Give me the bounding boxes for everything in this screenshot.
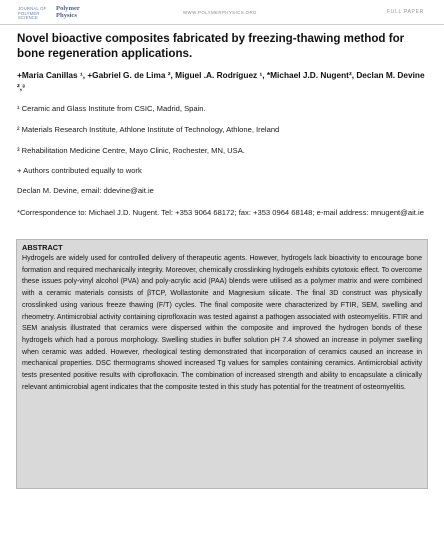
paper-type-label: FULL PAPER bbox=[386, 9, 424, 15]
abstract-heading: ABSTRACT bbox=[22, 243, 63, 252]
author-list: +Maria Canillas ¹, +Gabriel G. de Lima ², Miguel .A. Rodríguez ¹, *Michael J.D. Nugent², Declan M. Devine ²,³ bbox=[17, 70, 425, 92]
affiliation-2: ² Materials Research Institute, Athlone Institute of Technology, Athlone, Ireland bbox=[17, 125, 280, 134]
affiliation-1: ¹ Ceramic and Glass Institute from CSIC, Madrid, Spain. bbox=[17, 104, 206, 113]
abstract-box bbox=[16, 239, 428, 489]
contact-email: Declan M. Devine, email: ddevine@ait.ie bbox=[17, 186, 154, 195]
journal-logo-small-text: JOURNAL OF POLYMER SCIENCE bbox=[18, 6, 47, 21]
paper-title: Novel bioactive composites fabricated by freezing-thawing method for bone regeneration applications. bbox=[17, 32, 405, 60]
abstract-text: Hydrogels are widely used for controlled delivery of therapeutic agents. However, hydrogels lack bioactivity to encourage bone formation and required mechanically integrity. Moreover, chemically crosslinking hydrogels exhibits cytotoxic effect. To overcome these issues poly-vinyl alcohol (PVA) and poly-acrylic acid (PAA) blends were utilised as a polymer matrix and were combined with a ceramic materials consists of βTCP, Wollastonite and Magnesium silicate. The final 3D construct was physically crosslinked using various freeze thawing (F/T) cycles. The final composite were characterized by FTIR, SEM, swelling and rheometry. Antimicrobial activity containing ciprofloxacin was tested against a pathogen associated with osteomyelitis. FTIR and SEM analysis illustrated that ceramics were dispersed within the composite and improved the hydrogen bonds of these hydrogels which had a porous morphology. Swelling studies in buffer solution pH 7.4 showed an increase in polymer swelling when ceramic was added. However, rheological testing demonstrated that incorporation of ceramics caused an increase in mechanical properties. DSC thermograms showed increased Tg values for samples containing ceramics. Antimicrobial activity tests presented positive results with ciprofloxacin. The combination of increased strength and ability to encapsulate a clinically relevant antimicrobial agent indicates that the composite tested in this study has potential for the treatment of osteomyelitis. bbox=[22, 255, 422, 391]
journal-logo-title: Polymer Physics bbox=[56, 5, 80, 19]
journal-url[interactable]: WWW.POLYMERPHYSICS.ORG bbox=[183, 10, 257, 15]
equal-contribution-note: + Authors contributed equally to work bbox=[17, 166, 142, 175]
affiliation-3: ³ Rehabilitation Medicine Centre, Mayo Clinic, Rochester, MN, USA. bbox=[17, 146, 245, 155]
correspondence-note: *Correspondence to: Michael J.D. Nugent. Tel: +353 9064 68172; fax: +353 0964 68148; e-mail address: mnugent@ait.ie bbox=[17, 208, 424, 217]
page-header bbox=[0, 0, 444, 25]
journal-logo bbox=[18, 4, 90, 20]
